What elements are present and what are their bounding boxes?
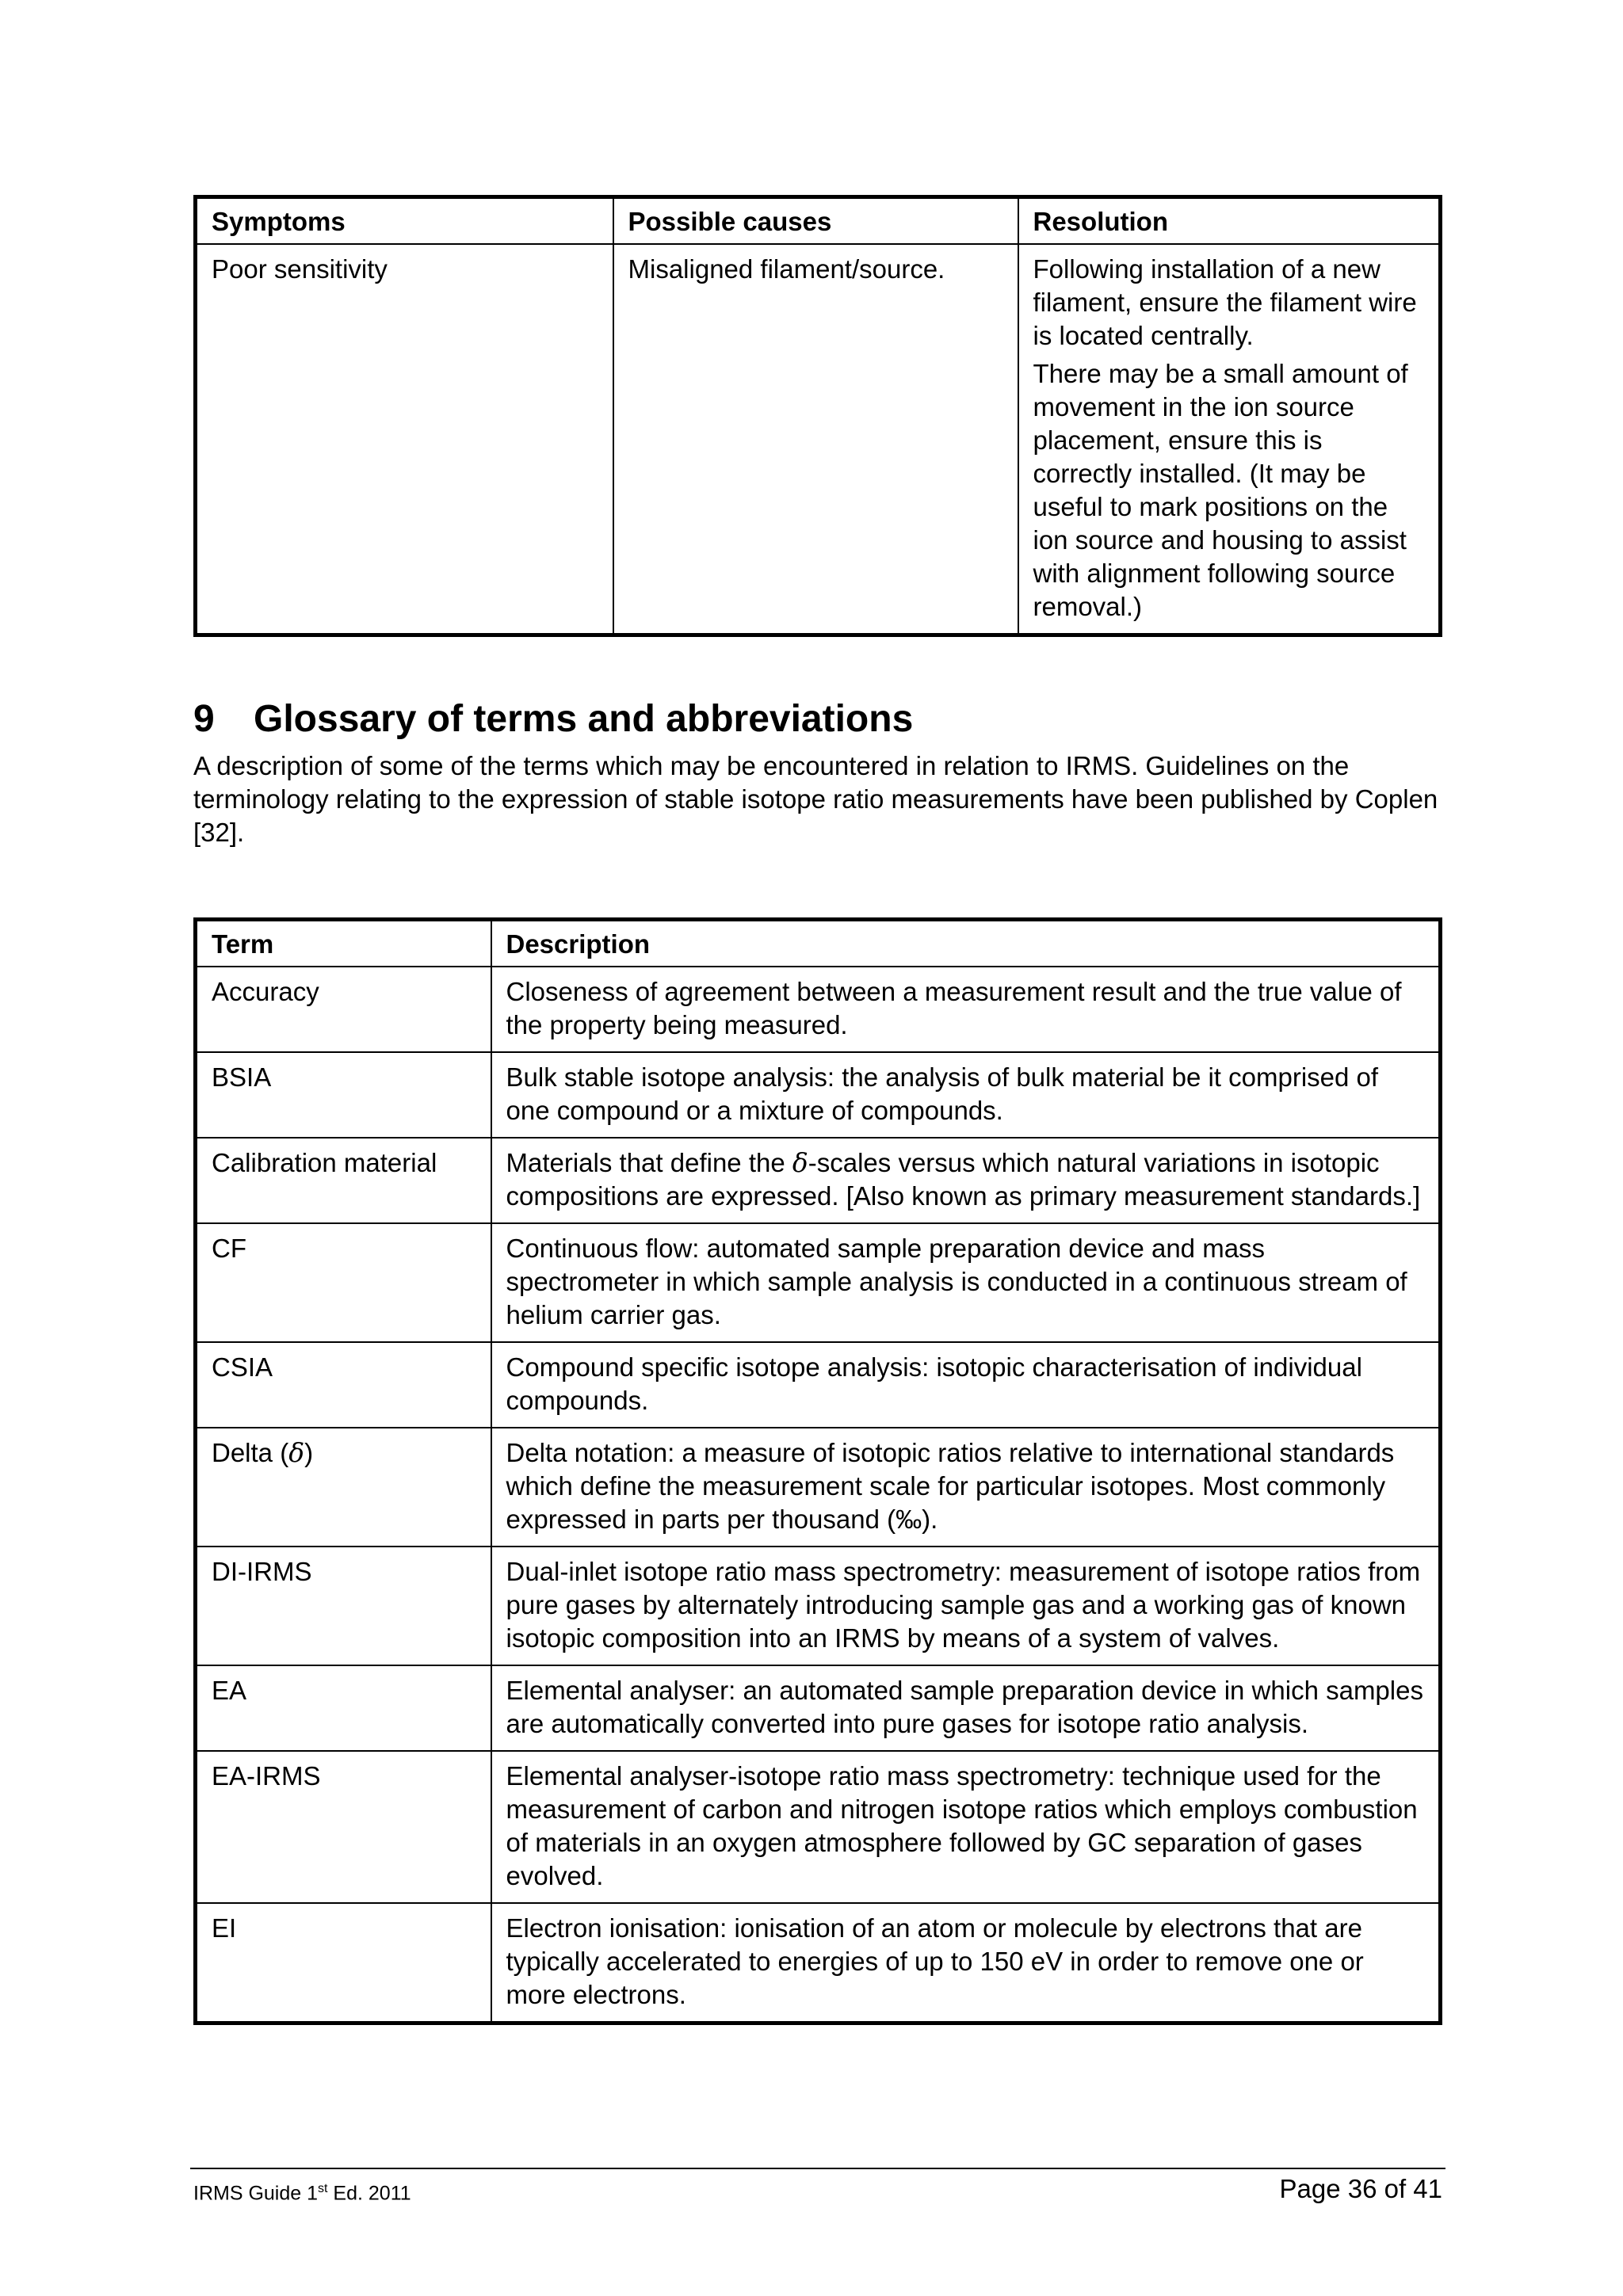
symptom-cell: Poor sensitivity xyxy=(196,244,613,635)
description-cell: Continuous flow: automated sample preparation device and mass spectrometer in which sample analysis is conducted in a continuous stream of helium carrier gas. xyxy=(491,1223,1441,1342)
footer-edition: Ed. 2011 xyxy=(327,2182,411,2205)
section-number: 9 xyxy=(193,698,215,740)
description-cell: Closeness of agreement between a measurement result and the true value of the property being measured. xyxy=(491,967,1441,1052)
table-header-row xyxy=(196,920,1441,967)
header-description: Description xyxy=(491,920,1441,967)
resolution-cell xyxy=(1018,244,1441,635)
description-text: Materials that define the xyxy=(506,1148,792,1177)
description-text: -scales versus which natural variations in isotopic compositions are expressed. [Also known as primary measurement standards.] xyxy=(506,1148,1421,1211)
description-cell: Delta notation: a measure of isotopic ratios relative to international standards which define the measurement scale for particular isotopes. Most commonly expressed in parts per thousand (‰). xyxy=(491,1428,1441,1547)
footer-guide-title: IRMS Guide 1 xyxy=(193,2182,319,2205)
header-symptoms: Symptoms xyxy=(196,197,613,245)
table-row xyxy=(196,1665,1441,1751)
troubleshooting-table xyxy=(193,195,1442,637)
header-possible-causes: Possible causes xyxy=(613,197,1018,245)
term-cell: Accuracy xyxy=(196,967,491,1052)
header-term: Term xyxy=(196,920,491,967)
table-row xyxy=(196,1223,1441,1342)
term-cell: CSIA xyxy=(196,1342,491,1428)
table-header-row xyxy=(196,197,1441,245)
term-cell: DI-IRMS xyxy=(196,1547,491,1665)
table-row xyxy=(196,967,1441,1052)
description-cell: Electron ionisation: ionisation of an atom or molecule by electrons that are typically accelerated to energies of up to 150 eV in order to remove one or more electrons. xyxy=(491,1903,1441,2023)
cause-cell: Misaligned filament/source. xyxy=(613,244,1018,635)
description-cell: Elemental analyser: an automated sample preparation device in which samples are automatically converted into pure gases for isotope ratio analysis. xyxy=(491,1665,1441,1751)
term-cell: CF xyxy=(196,1223,491,1342)
table-row xyxy=(196,1903,1441,2023)
table-row xyxy=(196,1428,1441,1547)
delta-symbol: δ xyxy=(792,1147,808,1178)
table-row xyxy=(196,1547,1441,1665)
term-cell: EI xyxy=(196,1903,491,2023)
term-cell: Calibration material xyxy=(196,1138,491,1223)
page-number: Page 36 of 41 xyxy=(1279,2174,1442,2203)
term-cell: EA-IRMS xyxy=(196,1751,491,1903)
term-cell: BSIA xyxy=(196,1052,491,1138)
delta-symbol: δ xyxy=(288,1437,305,1468)
resolution-paragraph: There may be a small amount of movement in the ion source placement, ensure this is correctly installed. (It may be useful to mark positions on the ion source and housing to assist with alignment following source removal.) xyxy=(1033,359,1408,621)
description-cell: Dual-inlet isotope ratio mass spectrometry: measurement of isotope ratios from pure gases by alternately introducing sample gas and a working gas of known isotopic composition into an IRMS by means of a system of valves. xyxy=(491,1547,1441,1665)
table-row xyxy=(196,1342,1441,1428)
description-cell xyxy=(491,1138,1441,1223)
description-cell: Bulk stable isotope analysis: the analysis of bulk material be it comprised of one compound or a mixture of compounds. xyxy=(491,1052,1441,1138)
section-title: Glossary of terms and abbreviations xyxy=(254,698,914,740)
term-cell xyxy=(196,1428,491,1547)
description-cell: Elemental analyser-isotope ratio mass spectrometry: technique used for the measurement of carbon and nitrogen isotope ratios which employs combustion of materials in an oxygen atmosphere followed by GC separation of gases evolved. xyxy=(491,1751,1441,1903)
description-cell: Compound specific isotope analysis: isotopic characterisation of individual compounds. xyxy=(491,1342,1441,1428)
table-row xyxy=(196,244,1441,635)
header-resolution: Resolution xyxy=(1018,197,1441,245)
term-cell: EA xyxy=(196,1665,491,1751)
table-row xyxy=(196,1138,1441,1223)
resolution-paragraph: Following installation of a new filament, ensure the filament wire is located centrally. xyxy=(1033,254,1417,350)
term-text: ) xyxy=(304,1438,314,1467)
term-text: Delta ( xyxy=(212,1438,289,1467)
table-row xyxy=(196,1751,1441,1903)
footer-guide-edition xyxy=(193,2182,411,2205)
footer-divider xyxy=(190,2168,1445,2169)
section-heading xyxy=(193,696,913,743)
table-row xyxy=(196,1052,1441,1138)
glossary-table xyxy=(193,917,1442,2025)
section-intro: A description of some of the terms which may be encountered in relation to IRMS. Guidelines on the terminology relating to the expression of stable isotope ratio measurements have been published by Coplen [32]. xyxy=(193,751,1438,847)
footer-ordinal-superscript: st xyxy=(318,2182,328,2195)
